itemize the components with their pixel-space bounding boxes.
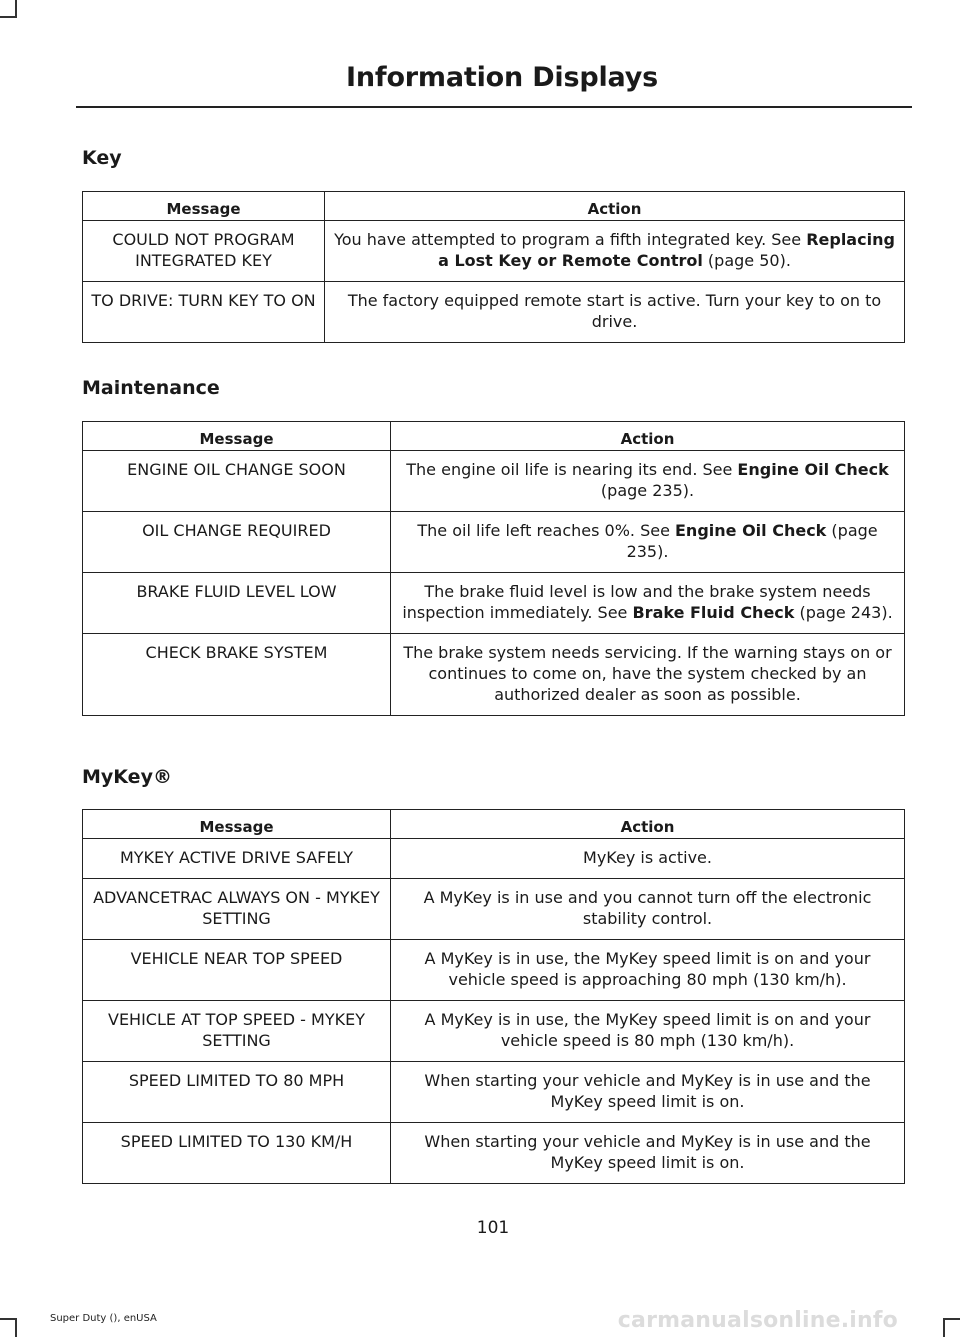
action-cell	[391, 879, 905, 940]
table-body	[83, 451, 905, 716]
crop-mark	[0, 1318, 17, 1320]
page-reference-link[interactable]: Engine Oil Check	[675, 521, 827, 540]
message-cell: COULD NOT PROGRAM INTEGRATED KEY	[83, 221, 325, 282]
action-cell	[325, 221, 905, 282]
doc-info: Super Duty (), enUSA	[50, 1313, 157, 1324]
key-message-table	[82, 191, 905, 343]
section-title-key: Key	[82, 147, 122, 169]
page-number: 101	[476, 1218, 510, 1238]
table-row	[83, 512, 905, 573]
action-text: The oil life left reaches 0%. See	[417, 521, 675, 540]
table-row	[83, 1001, 905, 1062]
header-divider	[76, 106, 912, 108]
table-row	[83, 221, 905, 282]
action-cell	[391, 573, 905, 634]
table-row	[83, 573, 905, 634]
action-text: (page 235).	[626, 521, 878, 561]
action-cell	[391, 1123, 905, 1184]
table-row	[83, 1062, 905, 1123]
message-cell: MYKEY ACTIVE DRIVE SAFELY	[83, 839, 391, 879]
crop-mark	[943, 1318, 945, 1337]
action-text: The brake fluid level is low and the brake system needs inspection immediately. See	[402, 582, 871, 622]
action-text: When starting your vehicle and MyKey is in use and the MyKey speed limit is on.	[424, 1132, 871, 1172]
action-text: The engine oil life is nearing its end. See	[406, 460, 738, 479]
column-header-action: Action	[325, 192, 905, 221]
crop-mark	[943, 1318, 960, 1320]
table-body	[83, 839, 905, 1184]
action-text: (page 50).	[702, 251, 791, 270]
action-text: A MyKey is in use and you cannot turn off the electronic stability control.	[423, 888, 872, 928]
column-header-message: Message	[83, 422, 391, 451]
column-header-action: Action	[391, 422, 905, 451]
action-cell	[391, 451, 905, 512]
message-cell: ADVANCETRAC ALWAYS ON - MYKEY SETTING	[83, 879, 391, 940]
action-text: A MyKey is in use, the MyKey speed limit is on and your vehicle speed is approaching 80 mph (130 km/h).	[424, 949, 871, 989]
message-cell: VEHICLE NEAR TOP SPEED	[83, 940, 391, 1001]
message-cell: SPEED LIMITED TO 80 MPH	[83, 1062, 391, 1123]
action-cell	[391, 634, 905, 716]
crop-mark	[0, 16, 17, 18]
column-header-message: Message	[83, 192, 325, 221]
crop-mark	[15, 1318, 17, 1337]
section-title-mykey: MyKey®	[82, 766, 172, 788]
action-cell	[391, 940, 905, 1001]
table-row	[83, 940, 905, 1001]
action-cell	[391, 512, 905, 573]
table-row	[83, 282, 905, 343]
message-cell: OIL CHANGE REQUIRED	[83, 512, 391, 573]
action-text: The brake system needs servicing. If the warning stays on or continues to come on, have the system checked by an authorized dealer as soon as possible.	[403, 643, 892, 704]
maintenance-message-table	[82, 421, 905, 716]
table-row	[83, 839, 905, 879]
action-text: (page 243).	[794, 603, 893, 622]
table-row	[83, 634, 905, 716]
action-text: The factory equipped remote start is active. Turn your key to on to drive.	[347, 291, 882, 331]
message-cell: TO DRIVE: TURN KEY TO ON	[83, 282, 325, 343]
table-row	[83, 1123, 905, 1184]
page-reference-link[interactable]: Replacing a Lost Key or Remote Control	[438, 230, 895, 270]
message-cell: ENGINE OIL CHANGE SOON	[83, 451, 391, 512]
action-text: When starting your vehicle and MyKey is in use and the MyKey speed limit is on.	[424, 1071, 871, 1111]
page-reference-link[interactable]: Brake Fluid Check	[632, 603, 795, 622]
action-text: MyKey is active.	[583, 848, 712, 867]
action-cell	[325, 282, 905, 343]
page-title: Information Displays	[346, 62, 658, 93]
watermark: carmanualsonline.info	[617, 1308, 898, 1333]
table-row	[83, 879, 905, 940]
section-title-maintenance: Maintenance	[82, 377, 220, 399]
column-header-message: Message	[83, 810, 391, 839]
message-cell: SPEED LIMITED TO 130 KM/H	[83, 1123, 391, 1184]
action-cell	[391, 1001, 905, 1062]
action-text: You have attempted to program a fifth integrated key. See	[334, 230, 807, 249]
message-cell: CHECK BRAKE SYSTEM	[83, 634, 391, 716]
action-cell	[391, 1062, 905, 1123]
table-row	[83, 451, 905, 512]
table-body	[83, 221, 905, 343]
message-cell: VEHICLE AT TOP SPEED - MYKEY SETTING	[83, 1001, 391, 1062]
action-text: A MyKey is in use, the MyKey speed limit is on and your vehicle speed is 80 mph (130 km/h).	[424, 1010, 871, 1050]
message-cell: BRAKE FLUID LEVEL LOW	[83, 573, 391, 634]
page-reference-link[interactable]: Engine Oil Check	[737, 460, 889, 479]
column-header-action: Action	[391, 810, 905, 839]
action-text: (page 235).	[600, 481, 695, 500]
action-cell	[391, 839, 905, 879]
mykey-message-table	[82, 809, 905, 1184]
